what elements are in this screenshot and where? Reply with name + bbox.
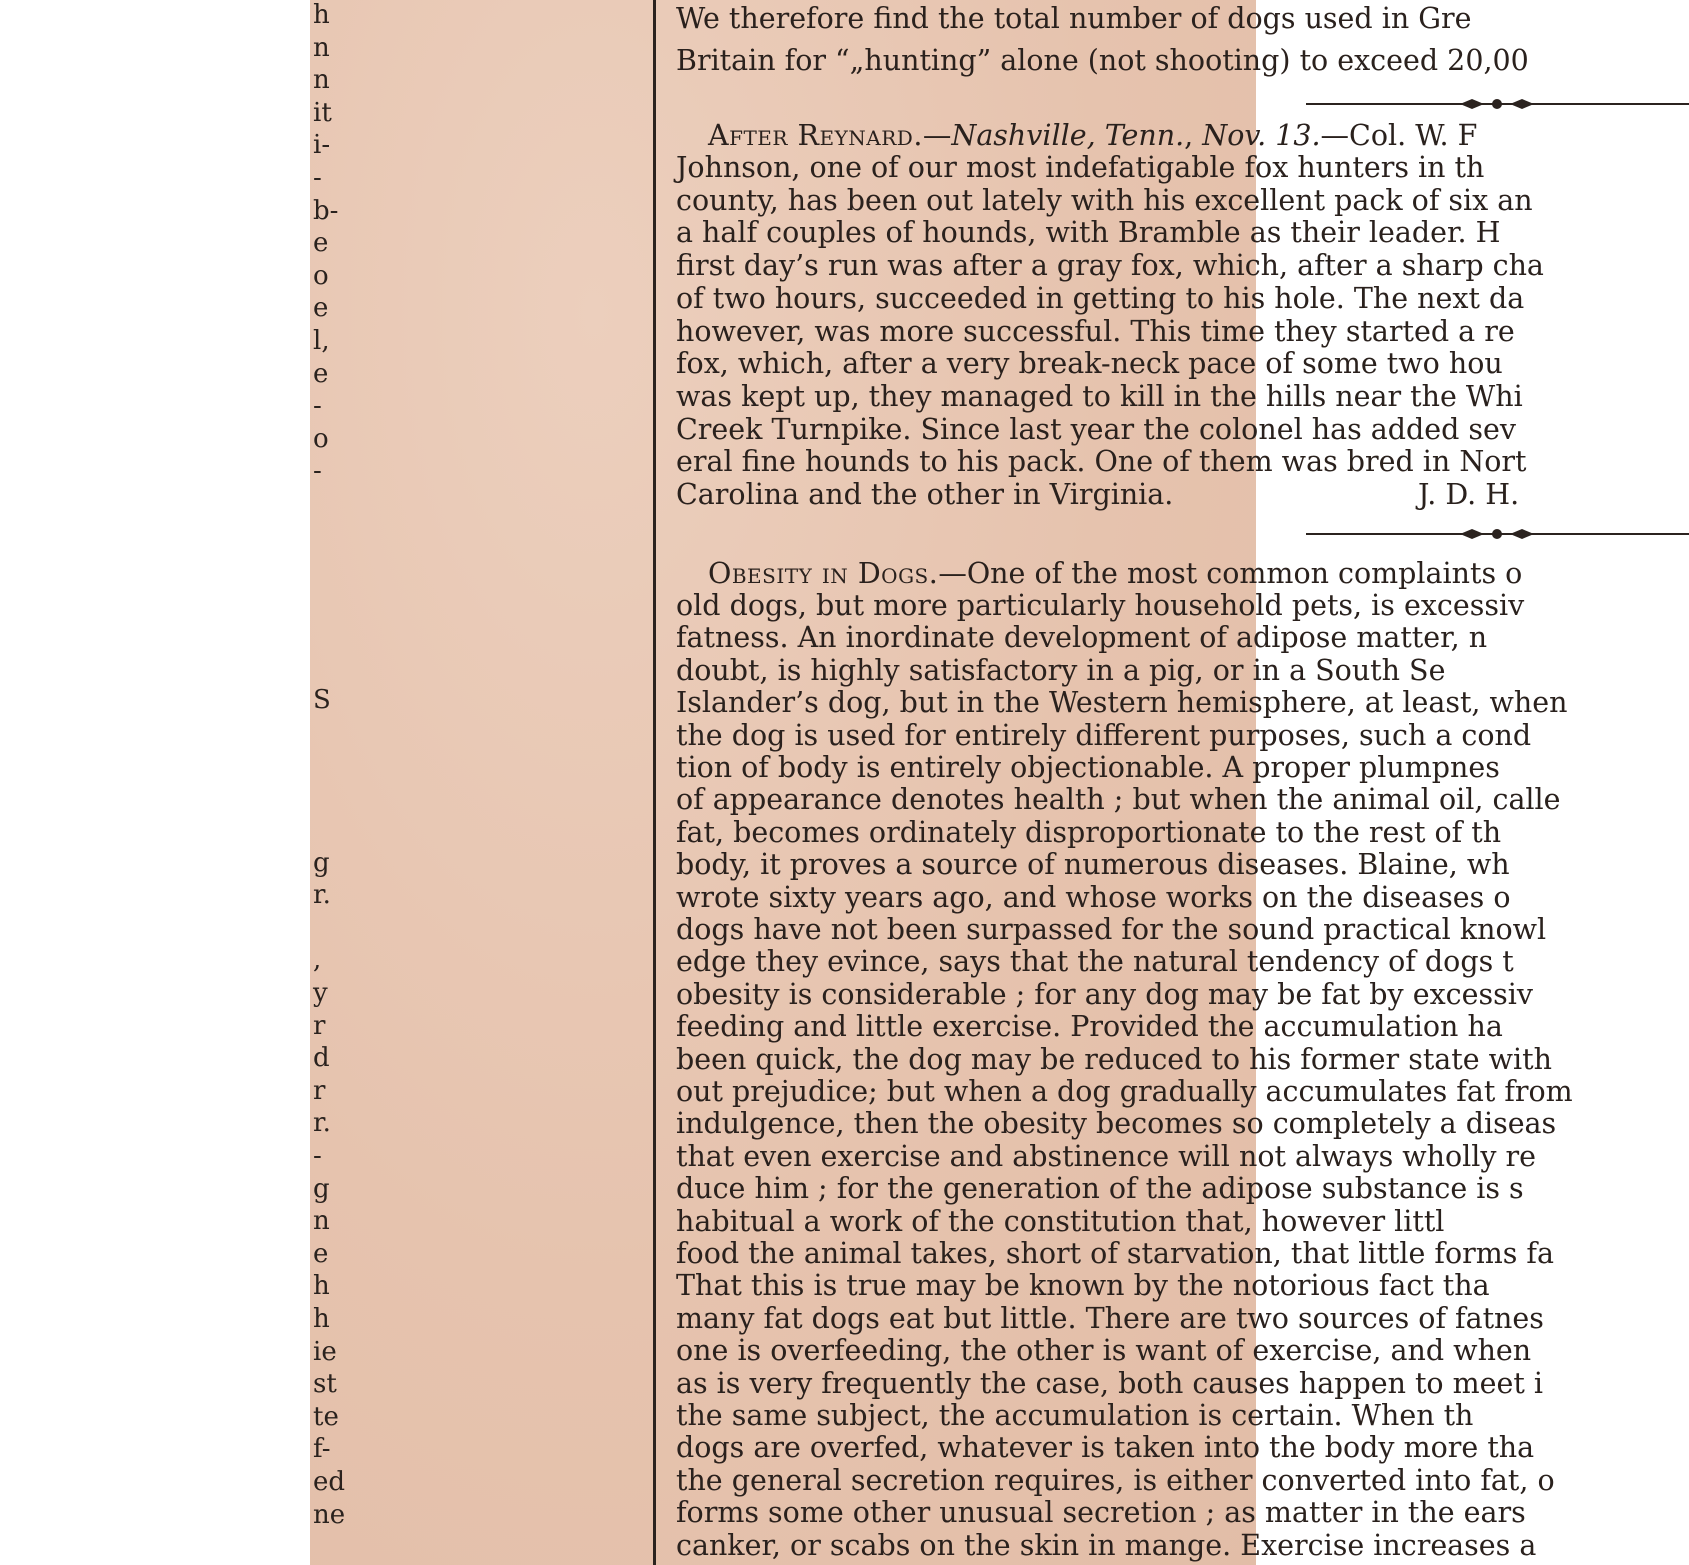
margin-fragment: g: [313, 847, 330, 878]
margin-fragment: -: [313, 456, 322, 487]
margin-fragment: f-: [313, 1434, 331, 1465]
margin-fragment: n: [313, 65, 330, 96]
margin-fragment: y: [313, 978, 328, 1008]
article-heading: After Reynard.: [708, 119, 923, 152]
date: Nov. 13.: [1202, 119, 1321, 152]
margin-fragment: h: [313, 1304, 330, 1334]
margin-fragment: l,: [313, 326, 330, 356]
dateline: Nashville, Tenn.: [951, 119, 1185, 152]
article-line: indulgence, then the obesity becomes so completely a diseas: [676, 1107, 1557, 1141]
ornament-icon: [1460, 96, 1534, 112]
article-line: however, was more successful. This time they started a re: [676, 314, 1515, 348]
margin-fragment: -: [313, 391, 322, 422]
margin-fragment: e: [313, 358, 329, 389]
article-line: one is overfeeding, the other is want of exercise, and when: [676, 1334, 1532, 1368]
margin-fragment: st: [313, 1369, 337, 1400]
newspaper-clipping: [310, 0, 1573, 1565]
margin-fragment: te: [313, 1401, 339, 1432]
article-line: county, has been out lately with his excellent pack of six an: [676, 183, 1533, 217]
article-line: fat, becomes ordinately disproportionate to the rest of th: [676, 815, 1502, 849]
article-line: a half couples of hounds, with Bramble as their leader. H: [676, 216, 1501, 250]
margin-fragment: S: [313, 684, 331, 715]
article-line: canker, or scabs on the skin in mange. Exercise increases a: [676, 1528, 1537, 1562]
margin-fragment: ,: [313, 945, 322, 976]
article-line: many fat dogs eat but little. There are two sources of fatnes: [676, 1301, 1544, 1335]
article-line: habitual a work of the constitution that, however littl: [676, 1204, 1445, 1238]
margin-fragment: e: [313, 293, 329, 324]
margin-fragment: -: [313, 163, 322, 193]
article-line: obesity is considerable ; for any dog may be fat by excessiv: [676, 977, 1533, 1011]
article-line: been quick, the dog may be reduced to his former state with: [676, 1042, 1552, 1076]
article-line: dogs are overfed, whatever is taken into the body more tha: [676, 1431, 1535, 1465]
article-heading: Obesity in Dogs.: [708, 557, 939, 590]
margin-fragment: n: [313, 1206, 330, 1237]
article-line: That this is true may be known by the notorious fact tha: [676, 1269, 1490, 1303]
article-line: food the animal takes, short of starvation, that little forms fa: [676, 1237, 1554, 1270]
article-line: tion of body is entirely objectionable. A proper plumpnes: [676, 751, 1500, 784]
margin-fragment: d: [313, 1043, 330, 1074]
margin-fragment: e: [313, 228, 329, 259]
column-divider: [653, 0, 656, 1565]
article-line: as is very frequently the case, both causes happen to meet i: [676, 1366, 1544, 1400]
article-column: [676, 0, 1573, 1565]
article-line: wrote sixty years ago, and whose works on the diseases o: [676, 880, 1511, 914]
article-line: eral fine hounds to his pack. One of them was bred in Nort: [676, 445, 1527, 479]
article-line: Johnson, one of our most indefatigable fox hunters in th: [676, 151, 1485, 184]
margin-fragment: r.: [313, 880, 331, 911]
margin-fragment: h: [313, 1271, 330, 1302]
margin-fragment: n: [313, 32, 330, 63]
article-line: feeding and little exercise. Provided the accumulation ha: [676, 1010, 1503, 1044]
adjacent-column-fragments: [310, 0, 346, 1565]
article-line: doubt, is highly satisfactory in a pig, or in a South Se: [676, 653, 1446, 687]
ornament-icon: [1460, 526, 1534, 542]
article-line: the general secretion requires, is either converted into fat, o: [676, 1463, 1555, 1497]
signature: J. D. H.: [1418, 478, 1520, 511]
margin-fragment: ne: [313, 1499, 346, 1530]
article-line: of appearance denotes health ; but when the animal oil, calle: [676, 783, 1561, 817]
article-line: of two hours, succeeded in getting to his hole. The next da: [676, 281, 1525, 315]
article-line: body, it proves a source of numerous diseases. Blaine, wh: [676, 848, 1510, 882]
margin-fragment: b-: [313, 195, 339, 226]
article-line: the dog is used for entirely different purposes, such a cond: [676, 718, 1532, 752]
margin-fragment: e: [313, 1238, 329, 1269]
article-line: edge they evince, says that the natural tendency of dogs t: [676, 945, 1514, 979]
margin-fragment: it: [313, 97, 332, 128]
intro-line: We therefore find the total number of dogs used in Gre: [676, 2, 1472, 35]
heading-line-rest: —Col. W. F: [1320, 119, 1478, 152]
margin-fragment: o: [313, 423, 329, 454]
article-line: out prejudice; but when a dog gradually accumulates fat from: [676, 1075, 1573, 1108]
margin-fragment: ie: [313, 1336, 337, 1367]
margin-fragment: r.: [313, 1108, 331, 1139]
article-line: first day’s run was after a gray fox, which, after a sharp cha: [676, 249, 1544, 283]
margin-fragment: ed: [313, 1467, 346, 1497]
article-line: duce him ; for the generation of the adipose substance is s: [676, 1172, 1524, 1206]
margin-fragment: g: [313, 1173, 330, 1204]
intro-line: Britain for “„hunting” alone (not shooting) to exceed 20,00: [676, 44, 1529, 77]
margin-fragment: o: [313, 260, 329, 291]
article-line: the same subject, the accumulation is certain. When th: [676, 1399, 1474, 1432]
article-line: dogs have not been surpassed for the sound practical knowl: [676, 913, 1547, 946]
margin-fragment: h: [313, 0, 330, 30]
margin-fragment: r: [313, 1075, 326, 1106]
article-line: fatness. An inordinate development of adipose matter, n: [676, 621, 1488, 655]
article-line: that even exercise and abstinence will not always wholly re: [676, 1139, 1537, 1173]
article-line: Carolina and the other in Virginia.: [676, 478, 1174, 511]
margin-fragment: i-: [313, 130, 331, 161]
article-line: old dogs, but more particularly household pets, is excessiv: [676, 589, 1525, 622]
article-line: forms some other unusual secretion ; as matter in the ears: [676, 1496, 1526, 1530]
article-line: was kept up, they managed to kill in the hills near the Whi: [676, 379, 1523, 413]
article-line: fox, which, after a very break-neck pace of some two hou: [676, 347, 1503, 381]
article-heading-line: After Reynard.—Nashville, Tenn., Nov. 13.—Col. W. F: [708, 119, 1478, 152]
heading-line-rest: —One of the most common complaints o: [938, 557, 1523, 590]
article-heading-line: [708, 558, 1522, 591]
article-line: Islander’s dog, but in the Western hemisphere, at least, when: [676, 686, 1568, 720]
margin-fragment: r: [313, 1010, 326, 1041]
article-line: Creek Turnpike. Since last year the colonel has added sev: [676, 412, 1517, 446]
margin-fragment: -: [313, 1141, 322, 1171]
